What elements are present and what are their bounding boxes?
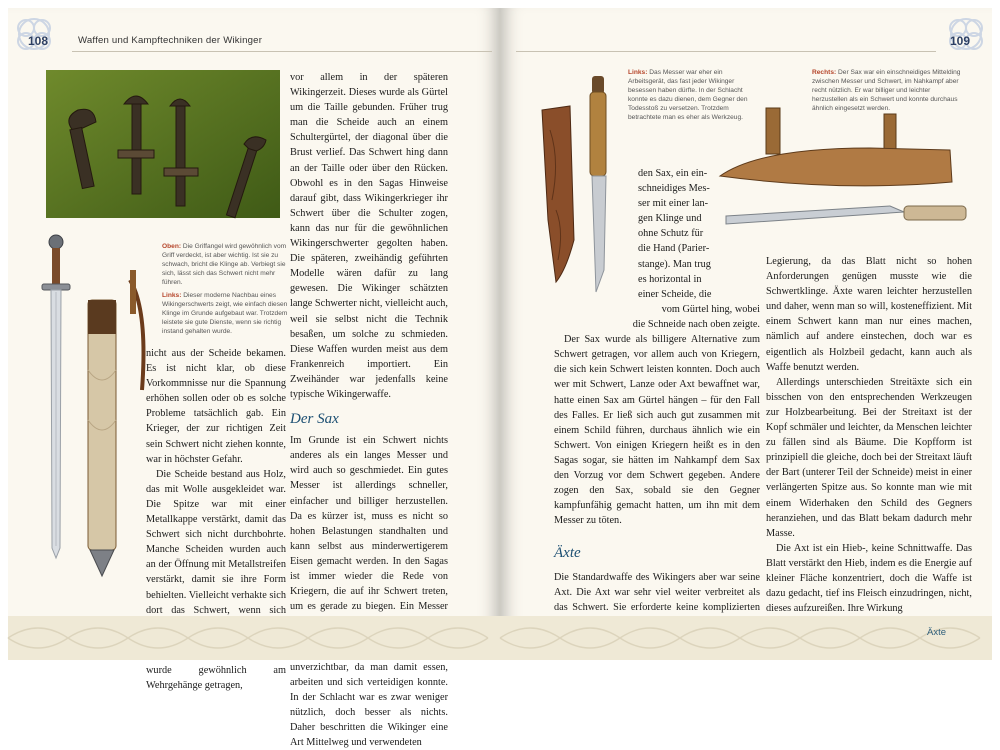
text-line: ser mit einer lan- [638,198,709,210]
paragraph: Der Sax wurde als billigere Alternative zum Schwert getragen, vor allem auch von Kriegern, die sich kein Schwert leisten konnten. Doch auch wer mit Schwert, Lanze oder Axt bewaffnet war, hatte einen Sax am Gürtel hängen – für den Fall des Falles. Er ließ sich auch gut zusammen mit einem Schild führen, durchaus ähnlich wie ein Schwert. Von einigen Kriegern heißt es in den Sagas sogar, sie hätten im Nahkampf dem Sax den Vorzug vor dem Schwert gegeben. Andere zogen den Sax, sobald sie den Gegner kampfunfähig gemacht hatten, um ihn mit dem Messer zu töten. [554,334,760,527]
paragraph: wurde gewöhnlich am Wehrgehänge getragen, [146,664,286,692]
footer-knotwork [500,616,992,660]
caption-label: Links: [162,292,182,299]
header-rule [72,51,492,52]
text-line: die Schneide nach oben zeigte. [632,319,760,331]
knife-illustration [534,70,624,296]
caption-text: Der Sax war ein einschneidiges Mittelding zwischen Messer und Schwert, im Nahkampf aber recht nützlich. Er war billiger und leichter herzustellen als ein Schwert und konnte durchaus ähnlich eingesetzt werden. [812,69,961,112]
left-page [8,8,500,749]
right-col1-wrap-text [638,166,760,302]
caption-text: Das Messer war eher ein Arbeitsgerät, das fast jeder Wikinger besessen haben dürfte. In der Schlacht konnte es dazu dienen, dem Gegner den Todesstoß zu versetzen. Trotzdem betrachtete man es eher als Werkzeug. [628,69,748,121]
paragraph: Die Axt ist ein Hieb-, keine Schnittwaffe. Das Blatt verstärkt den Hieb, indem es die Energie auf kleiner Fläche konzentriert, doch die Waffe ist dazu gedacht, tief ins Fleisch einzudringen, nicht, dieses aufzureißen. Ihre Wirkung [766,542,972,615]
caption-oben [162,242,288,287]
text-line: gen Klinge und [638,213,702,225]
footer-knotwork [8,616,500,660]
text-line: es horizontal in [638,273,702,285]
book-spread [8,8,992,749]
text-line: einer Scheide, die [638,288,712,300]
text-line: den Sax, ein ein- [638,168,708,179]
paragraph: Die Scheide bestand aus Holz, das mit Wolle ausgekleidet war. Die Spitze war mit einer Metallkappe verstärkt, damit das Schwert sich nicht durchbohrte. Manche Scheiden wurden auch an der Öffnung mit Metallstreifen verstärkt, damit sie ihre Form behielten. Vielleicht verhakte sich dort das Schwert, wenn sich [146,468,286,616]
decorative-footer [8,616,500,660]
paragraph: nicht aus der Scheide bekamen. Es ist nicht klar, ob diese Vorkommnisse nur die Spannung erhöhen sollen oder ob es solche Probleme tatsächlich gab. Ein Krieger, der zur richtigen Zeit sein Schwert nicht ziehen konnte, war in höchster Gefahr. [146,348,286,465]
text-line: schneidiges Mes- [638,183,710,195]
paragraph: vor allem in der späteren Wikingerzeit. Dieses wurde als Gürtel um die Taille gebunden. Früher trug man die Scheide auch an einem Schultergürtel, der diagonal über die Brust verlief. Das Schwert hing dann an der Taille oder über den Rücken. Obwohl es in den Sagas Hinweise darauf gibt, dass Wikingerkrieger ihr Schwert über die Schulter zogen, kann das nur für die gewöhnlichen Wikingerschwerter gegolten haben. Die späteren, zweihändig geführten Modelle wären dafür zu lang gewesen. Die Wikinger schätzten lange Schwerter nicht, vielleicht auch, weil sie selbst nicht die Technik besaßen, um solche zu schmieden. Diese Waffen wurden meist aus dem Frankenreich importiert. Ein Zweihänder war jedenfalls keine typische Wikingerwaffe. [290,72,448,400]
text-line: die Hand (Parier- [638,243,710,255]
right-col1-text [554,302,760,630]
page-number: 108 [28,34,49,48]
caption-label: Links: [628,69,648,76]
paragraph: Die Standardwaffe des Wikingers aber war seine Axt. Die Axt war sehr viel weiter verbreitet als das Schwert. Sie erforderte keine komplizierten [554,571,760,613]
paragraph: Im Grunde ist ein Schwert nichts anderes als ein langes Messer und wird auch so geschmiedet. Ein gutes Messer ist allerdings schneller, einfacher und billiger herzustellen. Da es kürzer ist, muss es nicht so hohen Belastungen standhalten und kann selbst aus minderwertigerem Eisen gemacht werden. In den Sagas ist immer wieder die Rede von Kriegern, die auf ihr Schwert treten, um es gerade zu biegen. Ein Messer [290,435,448,613]
sword-illustration [36,230,76,560]
caption-label: Rechts: [812,69,837,76]
page-number: 109 [949,34,970,48]
caption-links [162,291,288,336]
section-heading-axte: Äxte [554,545,581,562]
right-col2-text [766,254,972,616]
caption-text: Die Griffangel wird gewöhnlich vom Griff verdeckt, ist aber wichtig. Ist sie zu schwach, bricht die Klinge ab. Verbiegt sie sich, lässt sich das Schwert nicht mehr führen. [162,243,287,286]
right-page [500,8,992,660]
section-heading-sax: Der Sax [290,411,339,428]
caption-label: Oben: [162,243,182,250]
text-line: ohne Schutz für [638,228,704,240]
paragraph: Legierung, da das Blatt nicht so hohen Anforderungen genügen musste wie die Schwertklinge. Äxte waren leichter herzustellen und daher, wenn man so will, kosteneffizient. Mit einem Schwert kann man nur eines machen, nämlich auf andere einstechen, doch war es eigentlich als Holzbeil gedacht, kann auch als Waffe benutzt werden. [766,256,972,373]
header-rule [516,51,936,52]
sword-hilts-photo [46,70,280,218]
paragraph: Allerdings unterschieden Streitäxte sich ein bisschen von den entsprechenden Werkzeugen zur Holzbearbeitung. Bei der Streitaxt ist der Kopf schmäler und leichter, da Menschen leichter zu fällen sind als Bäume. Die Kopfform ist prinzipiell die gleiche, doch bei der Streitaxt läuft der Bart (unterer Teil der Schneide) meist in einer verlängerten Spitze aus. So konnte man wie mit einem Widerhaken den Schild des Gegners heranziehen, und das Blatt bekam dadurch mehr Masse. [766,376,972,539]
paragraph: unverzichtbar, da man damit essen, arbeiten und sich verteidigen konnte. In der Schlacht war es zwar weniger nützlich, doch besser als nichts. Daher beschritten die Wikinger eine Art Mittelweg und verwendeten [290,661,448,749]
text-line: stange). Man trug [638,258,711,270]
decorative-footer [500,616,992,660]
footer-section-label: Äxte [926,627,946,638]
text-line: vom Gürtel hing, wobei [661,304,760,315]
scabbard-illustration [78,270,152,580]
caption-text: Dieser moderne Nachbau eines Wikingerschwerts zeigt, wie einfach diesen Klinge im Grunde aufgebaut war. Trotzdem leistete sie gute Dienste, wenn sie richtig instand gehalten wurde. [162,292,288,335]
caption-rechts [812,68,962,113]
running-header: Waffen und Kampftechniken der Wikinger [78,35,263,46]
